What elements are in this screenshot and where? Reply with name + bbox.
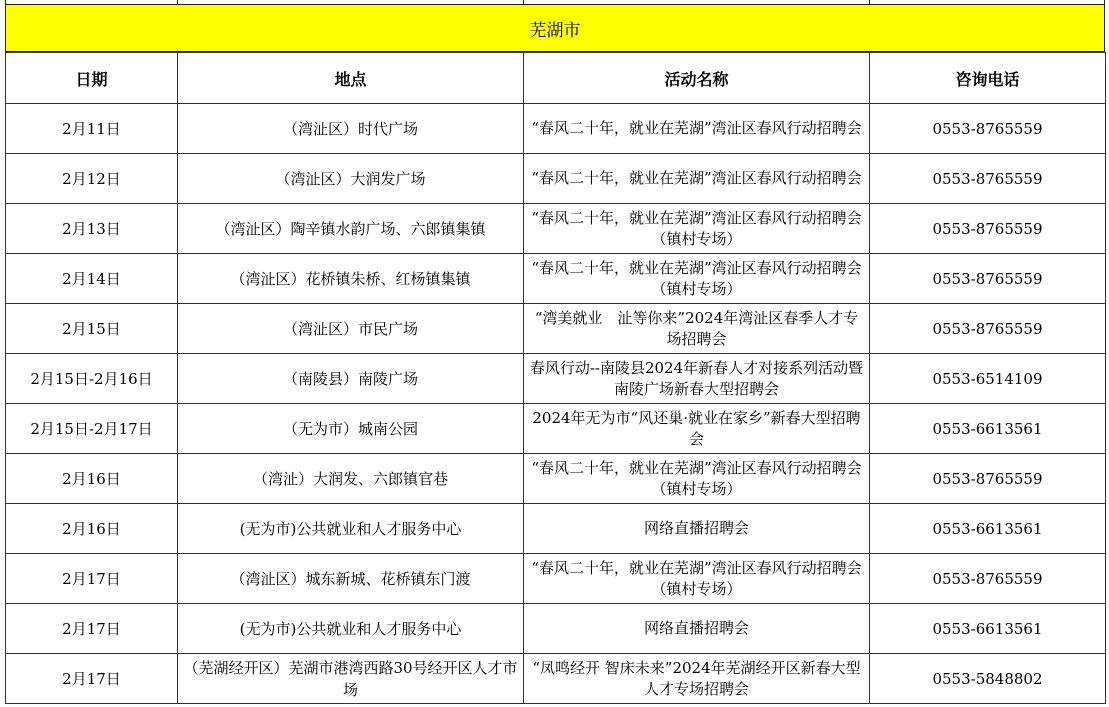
header-place[interactable]: 地点 [178, 53, 524, 104]
table-row [6, 404, 1106, 454]
table-row [6, 204, 1106, 254]
phone-cell[interactable]: 0553-8765559 [870, 204, 1106, 254]
place-cell[interactable]: (无为市)公共就业和人才服务中心 [178, 604, 524, 654]
place-cell[interactable]: （湾沚区）花桥镇朱桥、红杨镇集镇 [178, 254, 524, 304]
phone-cell[interactable]: 0553-8765559 [870, 304, 1106, 354]
event-cell[interactable]: “春风二十年，就业在芜湖”湾沚区春风行动招聘会（镇村专场） [524, 554, 870, 604]
header-event[interactable]: 活动名称 [524, 53, 870, 104]
date-cell[interactable]: 2月16日 [6, 504, 178, 554]
phone-cell[interactable]: 0553-8765559 [870, 454, 1106, 504]
date-cell[interactable]: 2月12日 [6, 154, 178, 204]
place-cell[interactable]: （芜湖经开区）芜湖市港湾西路30号经开区人才市场 [178, 654, 524, 704]
city-title: 芜湖市 [529, 20, 581, 41]
header-phone[interactable]: 咨询电话 [870, 53, 1106, 104]
place-cell[interactable]: （无为市）城南公园 [178, 404, 524, 454]
date-cell[interactable]: 2月11日 [6, 104, 178, 154]
place-cell[interactable]: （湾沚区）陶辛镇水韵广场、六郎镇集镇 [178, 204, 524, 254]
event-cell[interactable]: 春风行动--南陵县2024年新春人才对接系列活动暨南陵广场新春大型招聘会 [524, 354, 870, 404]
phone-cell[interactable]: 0553-8765559 [870, 254, 1106, 304]
event-cell[interactable]: “春风二十年，就业在芜湖”湾沚区春风行动招聘会 [524, 154, 870, 204]
date-cell[interactable]: 2月17日 [6, 554, 178, 604]
spreadsheet [5, 0, 1105, 704]
event-cell[interactable]: “春风二十年，就业在芜湖”湾沚区春风行动招聘会（镇村专场） [524, 454, 870, 504]
event-cell[interactable]: “春风二十年，就业在芜湖”湾沚区春风行动招聘会（镇村专场） [524, 254, 870, 304]
header-row [6, 53, 1106, 104]
phone-cell[interactable]: 0553-8765559 [870, 104, 1106, 154]
event-table [5, 52, 1106, 704]
event-cell[interactable]: 网络直播招聘会 [524, 504, 870, 554]
table-row [6, 154, 1106, 204]
date-cell[interactable]: 2月17日 [6, 604, 178, 654]
table-row [6, 254, 1106, 304]
date-cell[interactable]: 2月14日 [6, 254, 178, 304]
phone-cell[interactable]: 0553-6613561 [870, 404, 1106, 454]
event-cell[interactable]: “春风二十年，就业在芜湖”湾沚区春风行动招聘会（镇村专场） [524, 204, 870, 254]
city-banner[interactable] [5, 4, 1105, 52]
place-cell[interactable]: （湾沚区）市民广场 [178, 304, 524, 354]
place-cell[interactable]: （湾沚区）时代广场 [178, 104, 524, 154]
event-cell[interactable]: “湾美就业 沚等你来”2024年湾沚区春季人才专场招聘会 [524, 304, 870, 354]
date-cell[interactable]: 2月15日 [6, 304, 178, 354]
date-cell[interactable]: 2月17日 [6, 654, 178, 704]
place-cell[interactable]: （湾沚）大润发、六郎镇官巷 [178, 454, 524, 504]
table-row [6, 354, 1106, 404]
date-cell[interactable]: 2月15日-2月17日 [6, 404, 178, 454]
table-row [6, 104, 1106, 154]
phone-cell[interactable]: 0553-6514109 [870, 354, 1106, 404]
top-row-fragment [5, 0, 1105, 4]
date-cell[interactable]: 2月13日 [6, 204, 178, 254]
place-cell[interactable]: （南陵县）南陵广场 [178, 354, 524, 404]
phone-cell[interactable]: 0553-5848802 [870, 654, 1106, 704]
table-row [6, 654, 1106, 704]
table-row [6, 554, 1106, 604]
event-cell[interactable]: 2024年无为市“风还巢·就业在家乡”新春大型招聘会 [524, 404, 870, 454]
table-row [6, 604, 1106, 654]
header-date[interactable]: 日期 [6, 53, 178, 104]
phone-cell[interactable]: 0553-6613561 [870, 604, 1106, 654]
event-cell[interactable]: “春风二十年，就业在芜湖”湾沚区春风行动招聘会 [524, 104, 870, 154]
place-cell[interactable]: (无为市)公共就业和人才服务中心 [178, 504, 524, 554]
table-row [6, 454, 1106, 504]
phone-cell[interactable]: 0553-6613561 [870, 504, 1106, 554]
event-cell[interactable]: 网络直播招聘会 [524, 604, 870, 654]
phone-cell[interactable]: 0553-8765559 [870, 154, 1106, 204]
place-cell[interactable]: （湾沚区）城东新城、花桥镇东门渡 [178, 554, 524, 604]
table-row [6, 304, 1106, 354]
date-cell[interactable]: 2月15日-2月16日 [6, 354, 178, 404]
date-cell[interactable]: 2月16日 [6, 454, 178, 504]
table-row [6, 504, 1106, 554]
event-cell[interactable]: “凤鸣经开 智床未来”2024年芜湖经开区新春大型人才专场招聘会 [524, 654, 870, 704]
phone-cell[interactable]: 0553-8765559 [870, 554, 1106, 604]
place-cell[interactable]: （湾沚区）大润发广场 [178, 154, 524, 204]
